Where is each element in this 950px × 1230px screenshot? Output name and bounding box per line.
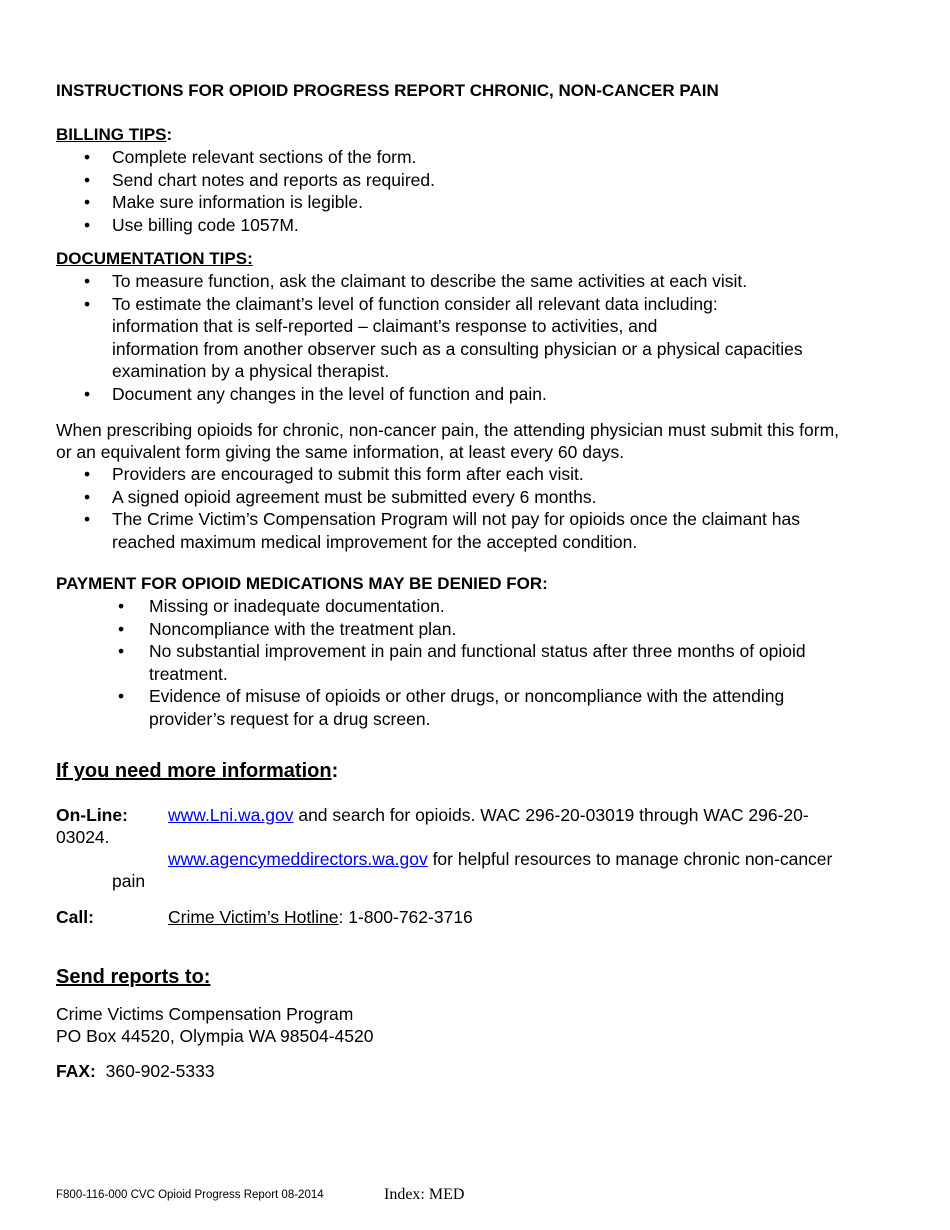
fax-number: 360-902-5333 <box>105 1061 215 1081</box>
bullet-icon: • <box>118 641 125 661</box>
fax-row <box>56 1060 906 1082</box>
call-label: Call: <box>56 907 94 927</box>
list-item: • To measure function, ask the claimant to describe the same activities at each visit. <box>84 271 748 291</box>
online-label: On-Line: <box>56 805 128 825</box>
info-heading: If you need more information: <box>56 760 339 782</box>
send-address: Crime Victims Compensation Program PO Box 44520, Olympia WA 98504-4520 <box>56 1004 374 1046</box>
bullet-icon: • <box>84 509 91 529</box>
list-item: • The Crime Victim’s Compensation Program will not pay for opioids once the claimant has reached maximum medical improvement for the accepted condition. <box>84 509 800 552</box>
bullet-icon: • <box>84 464 91 484</box>
bullet-icon: • <box>84 214 91 235</box>
prescribing-section <box>56 419 906 553</box>
form-code: F800-116-000 CVC Opioid Progress Report 08-2014 <box>56 1189 324 1201</box>
lni-link-description: and search for opioids. WAC 296-20-03019 through WAC 296-20- <box>293 805 809 825</box>
send-section <box>56 964 906 1082</box>
bullet-icon: • <box>118 686 125 706</box>
lni-link[interactable]: www.Lni.wa.gov <box>168 805 294 825</box>
payment-heading: PAYMENT FOR OPIOID MEDICATIONS MAY BE DENIED FOR: <box>56 574 548 593</box>
bullet-icon: • <box>84 486 91 507</box>
fax-label: FAX: <box>56 1061 96 1081</box>
page-title: INSTRUCTIONS FOR OPIOID PROGRESS REPORT CHRONIC, NON-CANCER PAIN <box>56 81 719 100</box>
bullet-icon: • <box>84 293 91 314</box>
documentation-list <box>56 270 906 405</box>
bullet-icon: • <box>118 618 125 639</box>
list-item: • Document any changes in the level of function and pain. <box>84 383 547 404</box>
bullet-icon: • <box>84 192 91 212</box>
prescribing-paragraph: When prescribing opioids for chronic, non-cancer pain, the attending physician must submit this form, or an equivalent form giving the same information, at least every 60 days. <box>56 420 840 462</box>
info-section <box>56 758 906 928</box>
bullet-icon: • <box>118 596 125 616</box>
online-row <box>56 804 906 848</box>
bullet-icon: • <box>84 271 91 291</box>
list-item: • Evidence of misuse of opioids or other drugs, or noncompliance with the attending provider’s request for a drug screen. <box>118 686 785 729</box>
billing-section <box>56 124 906 236</box>
bullet-icon: • <box>84 147 91 167</box>
list-item: • Complete relevant sections of the form. <box>84 147 417 167</box>
payment-list <box>56 595 906 730</box>
billing-list <box>56 146 906 236</box>
documentation-section <box>56 248 906 405</box>
agency-link-description: for helpful resources to manage chronic non-cancer <box>427 849 833 869</box>
bullet-icon: • <box>84 169 91 190</box>
index-label: Index: MED <box>384 1186 465 1203</box>
document-page <box>56 80 906 1082</box>
call-row <box>56 906 906 928</box>
list-item: • Make sure information is legible. <box>84 192 363 212</box>
list-item: • No substantial improvement in pain and functional status after three months of opioid treatment. <box>118 641 806 684</box>
hotline-label: Crime Victim’s Hotline <box>168 907 339 927</box>
hotline-number: : 1-800-762-3716 <box>338 907 473 927</box>
list-item: • To estimate the claimant’s level of function consider all relevant data including: information that is self-reported – claimant’s response to activities, and information from another observer such as a consulting physician or a physical capacities examination by a physical therapist. <box>84 293 803 381</box>
lni-link-wrap: 03024. <box>56 827 110 847</box>
prescribing-list <box>56 463 906 553</box>
send-heading: Send reports to: <box>56 966 211 988</box>
agency-link[interactable]: www.agencymeddirectors.wa.gov <box>168 849 428 869</box>
billing-heading: BILLING TIPS: <box>56 125 173 144</box>
agency-row <box>56 848 906 892</box>
list-item: • Missing or inadequate documentation. <box>118 596 445 616</box>
list-item: • Noncompliance with the treatment plan. <box>118 618 457 639</box>
list-item: • A signed opioid agreement must be submitted every 6 months. <box>84 486 597 507</box>
agency-link-wrap: pain <box>112 871 146 891</box>
list-item: • Providers are encouraged to submit this form after each visit. <box>84 464 584 484</box>
payment-section <box>56 573 906 730</box>
bullet-icon: • <box>84 383 91 404</box>
list-item: • Use billing code 1057M. <box>84 214 299 235</box>
documentation-heading: DOCUMENTATION TIPS: <box>56 249 253 268</box>
list-item: • Send chart notes and reports as required. <box>84 169 435 190</box>
